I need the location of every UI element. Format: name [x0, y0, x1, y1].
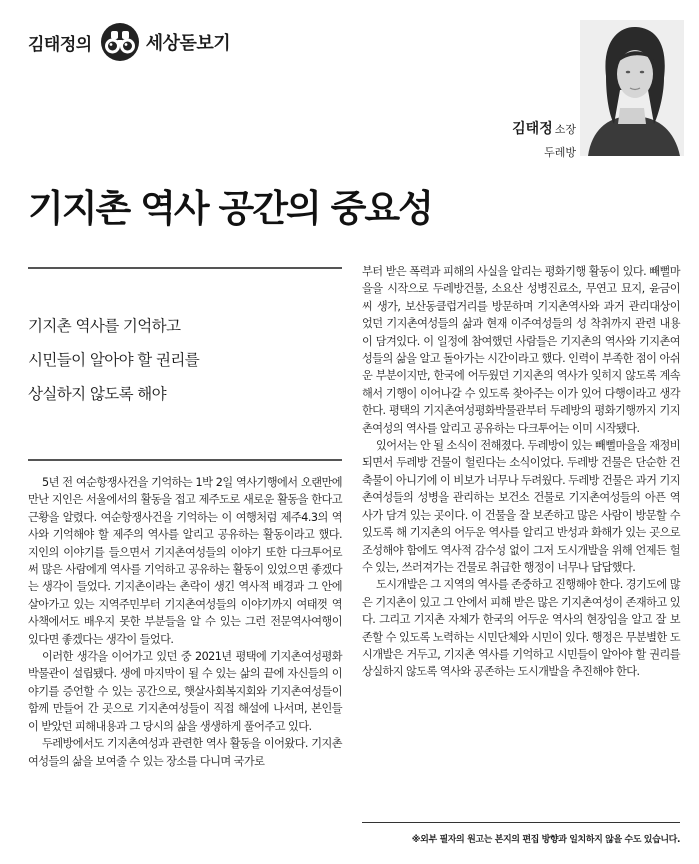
author-photo: [580, 20, 684, 156]
paragraph: 있어서는 안 될 소식이 전해졌다. 두레방이 있는 빼뻘마을을 재정비 되면서 두레방 건물이 헐린다는 소식이었다. 두레방 건물은 단순한 건축물이 아니기에 이 비보가 너무나 두려웠다. 두레방 건물은 과거 기지촌여성들의 성병을 관리하는 보건소 건물로 기지촌여성들의 아픈 역사가 담겨 있는 곳이다. 이 건물을 잘 보존하고 많은 사람이 방문할 수 있도록 해 기지촌의 어두운 역사를 알리고 반성과 화해가 있는 곳으로 조성해야 함에도 역사적 감수성 없이 그저 도시개발을 위해 언제든 헐 수 있는, 쓰러져가는 건물로 취급한 행정이 너무나 답답했다.: [362, 439, 680, 574]
footnote: ※외부 필자의 원고는 본지의 편집 방향과 일치하지 않을 수도 있습니다.: [362, 822, 680, 845]
subtitle-line: 기지촌 역사를 기억하고: [28, 317, 181, 335]
author-name: 김태정: [512, 121, 553, 137]
paragraph: 부터 받은 폭력과 피해의 사실을 알리는 평화기행 활동이 있다. 빼뻘마을을 시작으로 두레방건물, 소요산 성병진료소, 무연고 묘지, 윤금이 씨 생가, 보산동클럽거리를 방문하며 기지촌역사와 과거 관리대상이었던 기지촌여성들의 삶과 현재 이주여성들의 성 착취까지 관련 내용이 담겨있다. 이 일정에 참여했던 사람들은 기지촌의 역사와 기지촌여성들의 삶을 알고 돌아가는 시간이라고 했다. 인력이 부족한 점이 아쉬운 부분이지만, 한국에 어두웠던 기지촌의 역사가 잊히지 않도록 계속해서 기행이 이어나갈 수 있도록 찾아주는 이가 있어 다행이라고 생각한다. 평택의 기지촌여성평화박물관부터 두레방의 평화기행까지 기지촌여성의 역사를 알리고 공유하는 다크투어는 이미 시작됐다.: [362, 265, 680, 435]
article-title: 기지촌 역사 공간의 중요성: [28, 187, 432, 230]
author-info: [480, 118, 576, 160]
article-column-left: [28, 474, 342, 770]
author-role: 소장: [554, 123, 576, 136]
article-subtitle-box: [28, 267, 342, 461]
paragraph: 두레방에서도 기지촌여성과 관련한 역사 활동을 이어왔다. 기지촌여성들의 삶을 보여줄 수 있는 장소를 다니며 국가로: [28, 737, 342, 768]
column-name-left: 김태정의: [28, 34, 92, 55]
column-header: [28, 22, 230, 62]
subtitle-line: 시민들이 알아야 할 권리를: [28, 351, 200, 369]
binoculars-icon: [98, 22, 142, 62]
article-column-right: [362, 263, 680, 681]
paragraph: 도시개발은 그 지역의 역사를 존중하고 진행해야 한다. 경기도에 많은 기지촌이 있고 그 안에서 피해 받은 많은 기지촌여성이 존재하고 있다. 그리고 기지촌 자체가 한국의 어두운 역사의 현장임을 알고 잘 보존할 수 있도록 노력하는 시민단체와 시민이 있다. 행정은 무분별한 도시개발은 거두고, 기지촌 역사를 기억하고 시민들이 알아야 할 권리를 상실하지 않도록 역사와 공존하는 도시개발을 추진해야 한다.: [362, 578, 680, 679]
paragraph: 5년 전 여순항쟁사건을 기억하는 1박 2일 역사기행에서 오랜만에 만난 지인은 서울에서의 활동을 접고 제주도로 새로운 활동을 한다고 근황을 알렸다. 여순항쟁사건을 기억하는 이 여행처럼 제주4.3의 역사와 기억해야 할 제주의 역사를 알리고 공유하는 활동이라고 했다. 지인의 이야기를 들으면서 기지촌여성들의 이야기 또한 다크투어로써 많은 사람에게 역사를 기억하고 공유하는 활동이 있었으면 좋겠다는 생각이 들었다. 기지촌이라는 촌락이 생긴 역사적 배경과 그 안에 살아가고 있는 지역주민부터 기지촌여성들의 이야기까지 여태껏 역사책에서도 배우지 못한 부분들을 알 수 있는 그런 전문역사여행이 있다면 좋겠다는 생각이 들었다.: [28, 476, 342, 646]
subtitle-line: 상실하지 않도록 해야: [28, 385, 167, 403]
author-portrait: [580, 20, 684, 156]
column-name-right: 세상돋보기: [145, 33, 231, 54]
author-org: 두레방: [544, 146, 576, 159]
paragraph: 이러한 생각을 이어가고 있던 중 2021년 평택에 기지촌여성평화박물관이 설립됐다. 생에 마지막이 될 수 있는 삶의 끝에 자신들의 이야기를 증언할 수 있는 공간으로, 햇살사회복지회와 기지촌여성들이 함께 만들어 간 곳으로 기지촌여성들이 직접 해설에 나서며, 본인들이 받았던 피해내용과 그 당시의 삶을 생생하게 풀어주고 있다.: [28, 650, 342, 733]
